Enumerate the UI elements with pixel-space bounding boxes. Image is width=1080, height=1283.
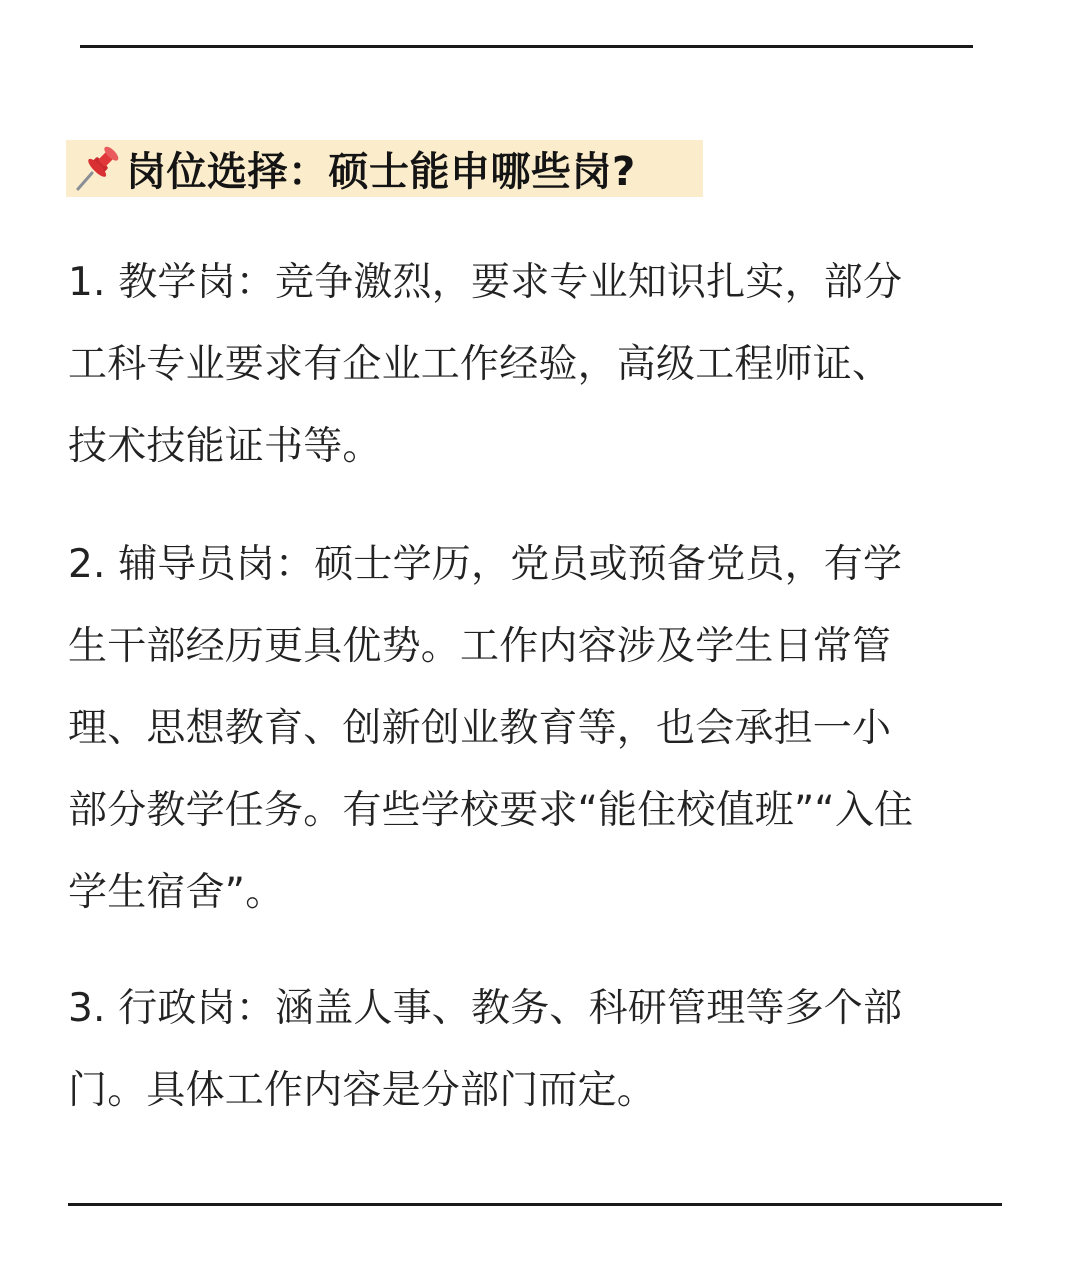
section-heading	[66, 140, 703, 197]
item-counselor-post	[68, 524, 1018, 934]
bottom-divider	[68, 1203, 1002, 1206]
paragraph-line: 学生宿舍”。	[68, 870, 285, 915]
pushpin-icon	[70, 143, 122, 195]
paragraph-line: 理、思想教育、创新创业教育等，也会承担一小	[68, 706, 892, 751]
top-divider	[80, 45, 973, 48]
paragraph-line: 3. 行政岗：涵盖人事、教务、科研管理等多个部	[68, 986, 903, 1031]
paragraph-line: 部分教学任务。有些学校要求“能住校值班”“入住	[68, 788, 914, 833]
item-teaching-post	[68, 242, 1018, 488]
item-admin-post	[68, 968, 1018, 1132]
paragraph-line: 1. 教学岗：竞争激烈，要求专业知识扎实，部分	[68, 260, 903, 305]
paragraph-line: 2. 辅导员岗：硕士学历，党员或预备党员，有学	[68, 542, 903, 587]
paragraph-line: 生干部经历更具优势。工作内容涉及学生日常管	[68, 624, 892, 669]
paragraph-line: 工科专业要求有企业工作经验，高级工程师证、	[68, 342, 892, 387]
paragraph-line: 门。具体工作内容是分部门而定。	[68, 1068, 657, 1113]
section-heading-text: 岗位选择：硕士能申哪些岗?	[126, 149, 636, 195]
paragraph-line: 技术技能证书等。	[68, 424, 382, 469]
